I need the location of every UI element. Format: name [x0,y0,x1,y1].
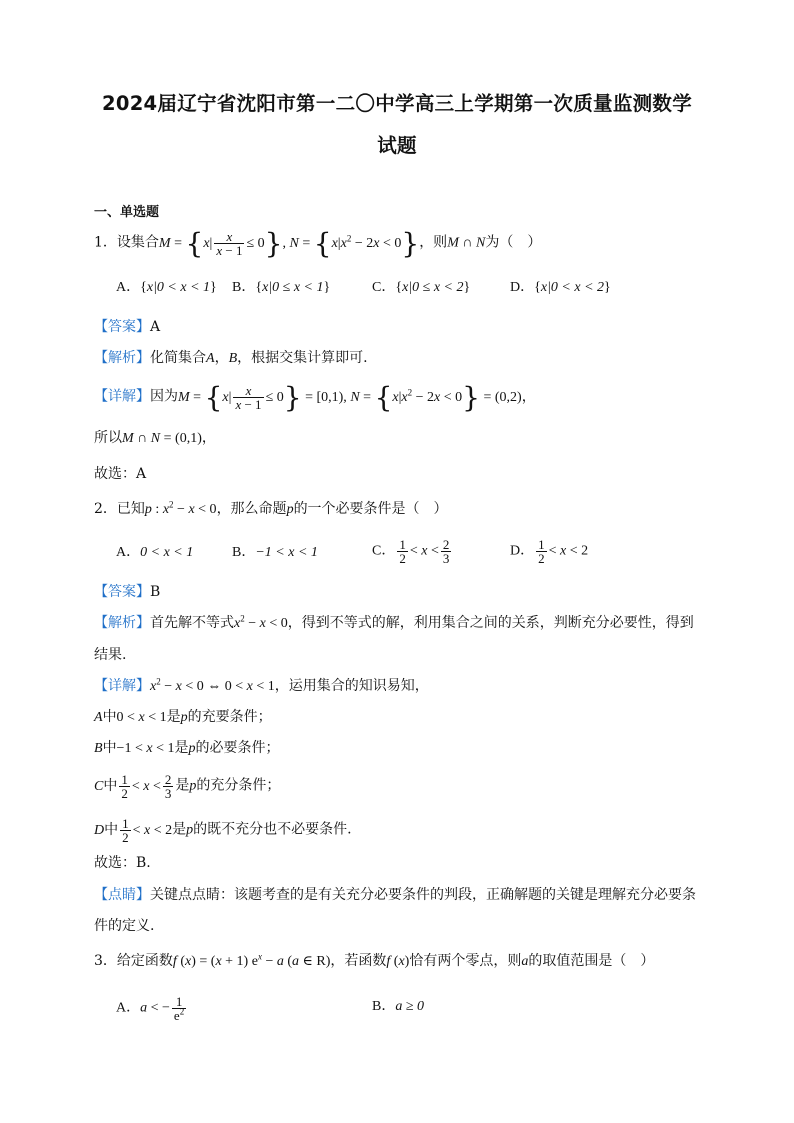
q2-line-c: C中 $\frac{1}{2}$ < x < $\frac{2}{3}$ 是p的充分条件； [94,772,281,801]
q3-stem: 3．给定函数f (x) = (x + 1) $e^x - a$ (a ∈ R)，若函数f (x)恰有两个零点，则a的取值范围是（ ） [94,951,655,969]
q1-analysis: 【解析】化简集合A，B，根据交集计算即可. [94,350,368,366]
q2-option-b[interactable]: B．−1 < x < 1 [232,545,318,560]
q1-choose: 故选：A [94,466,147,482]
q3-option-b[interactable]: B．a ≥ 0 [372,999,425,1014]
q1-answer: 【答案】A [94,319,161,335]
q3-option-a[interactable]: A．a < − $\frac{1}{e^2}$ [116,994,185,1023]
q2-comment: 【点睛】关键点点睛：该题考查的是有关充分必要条件的判段，正确解题的关键是理解充分必要条 [94,887,696,903]
q2-option-c[interactable]: C． $\frac{1}{2}$ < x < $\frac{2}{3}$ [372,537,450,566]
q1-option-d[interactable]: D．{x|0 < x < 2} [510,280,611,295]
q1-so: 所以M ∩ N = (0,1)， [94,430,216,446]
q1-option-b[interactable]: B．{x|0 ≤ x < 1} [232,280,331,295]
q2-choose: 故选：B. [94,855,151,871]
q2-answer: 【答案】B [94,584,161,600]
q2-comment-cont: 件的定义. [94,918,155,934]
q1-option-a[interactable]: A．{x|0 < x < 1} [116,280,217,295]
document-title-line-2: 试题 [377,134,417,157]
q2-option-a[interactable]: A．0 < x < 1 [116,545,194,560]
q1-stem: 1．设集合M = {x| $\frac{x}{x - 1}$ ≤ 0}, $N = \{x|x^2 - 2x < 0\}$，则M ∩ N为（ ） [94,226,542,260]
q2-stem: 2．已知p : $x^2 - x < 0$，那么命题p的一个必要条件是（ ） [94,499,448,517]
q2-analysis: 【解析】首先解不等式$x^2 - x < 0$，得到不等式的解，利用集合之间的关系，判断充分必要性，得到 [94,613,694,631]
q2-detail: 【详解】$x^2 - x < 0$ ⇔ 0 < x < 1，运用集合的知识易知， [94,676,429,694]
q1-detail: 【详解】因为M = {x| $\frac{x}{x - 1}$ ≤ 0} = [0,1), $N = \{x|x^2 - 2x < 0\} = (0,2)$， [94,380,536,414]
section-heading: 一、单选题 [94,205,160,220]
q2-analysis-cont: 结果. [94,647,127,663]
q1-option-c[interactable]: C．{x|0 ≤ x < 2} [372,280,471,295]
q2-line-a: A中0 < x < 1是p的充要条件； [94,709,272,725]
q2-line-b: B中−1 < x < 1是p的必要条件； [94,740,280,756]
q2-line-d: D中 $\frac{1}{2}$ < x < 2是p的既不充分也不必要条件. [94,816,352,845]
document-title-line-1: 2024届辽宁省沈阳市第一二〇中学高三上学期第一次质量监测数学 [101,92,693,115]
q2-option-d[interactable]: D． $\frac{1}{2}$ < x < 2 [510,537,589,566]
